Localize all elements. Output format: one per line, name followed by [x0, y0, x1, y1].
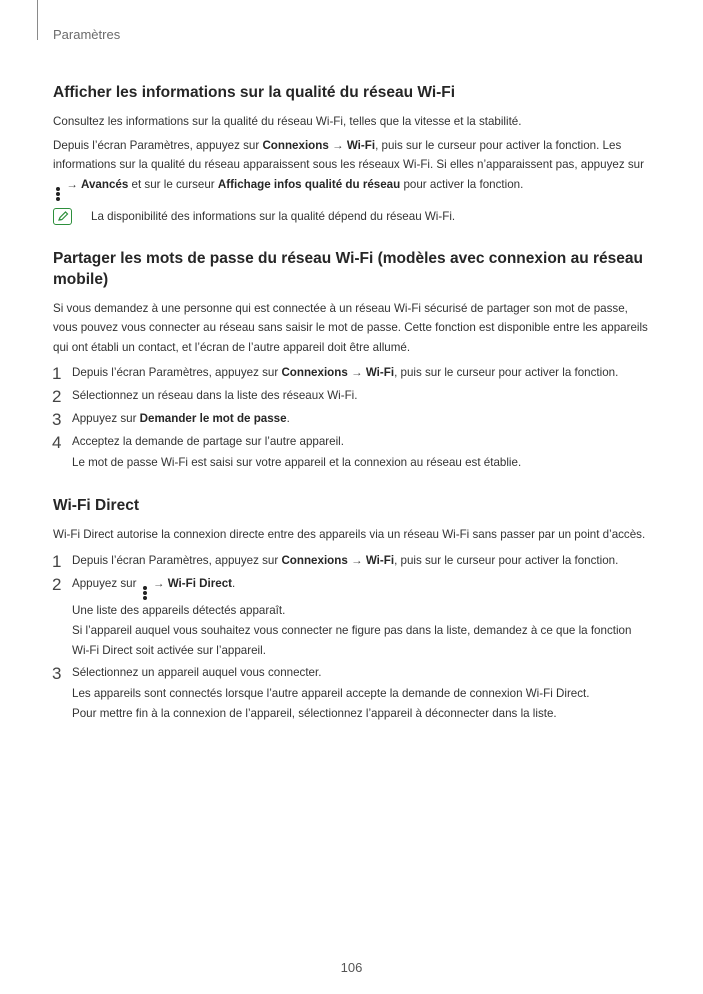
section-wifi-direct [53, 495, 648, 725]
paragraph: Si vous demandez à une personne qui est connectée à un réseau Wi-Fi sécurisé de partager son mot de passe, vous pouvez vous connecter au réseau sans saisir le mot de passe. Cette fonction est disponible entre les appareils qui ont établi un contact, et l’écran de l’autre appareil doit être allumé. [53, 301, 648, 354]
step-detail: Si l’appareil auquel vous souhaitez vous connecter ne figure pas dans la liste, demandez à ce que la fonction Wi-Fi Direct soit activée sur l’appareil. [72, 624, 632, 657]
section-share-password [53, 248, 648, 474]
step-text: Depuis l’écran Paramètres, appuyez sur Connexions → Wi-Fi, puis sur le curseur pour activer la fonction. [72, 553, 619, 567]
step [53, 386, 648, 407]
step [53, 363, 648, 384]
page-number: 106 [340, 960, 363, 975]
note-pencil-icon [53, 208, 72, 225]
more-options-icon [56, 187, 60, 201]
section-title: Afficher les informations sur la qualité du réseau Wi-Fi [53, 84, 456, 101]
step-detail: Les appareils sont connectés lorsque l’autre appareil accepte la demande de connexion Wi-Fi Direct. [72, 686, 590, 700]
step-detail: Pour mettre fin à la connexion de l’appareil, sélectionnez l’appareil à déconnecter dans la liste. [72, 707, 557, 720]
step-text: Depuis l’écran Paramètres, appuyez sur Connexions → Wi-Fi, puis sur le curseur pour activer la fonction. [72, 366, 619, 379]
step-text: Appuyez sur → Wi-Fi Direct. [72, 574, 648, 600]
step [53, 663, 648, 725]
step-detail: Le mot de passe Wi-Fi est saisi sur votre appareil et la connexion au réseau est établie. [72, 455, 522, 469]
step-number: 2 [52, 574, 62, 594]
step [53, 432, 648, 473]
step [53, 574, 648, 662]
steps-list [53, 363, 648, 473]
paragraph: Depuis l’écran Paramètres, appuyez sur Connexions → Wi-Fi, puis sur le curseur pour activer la fonction. Les informations sur la qualité du réseau apparaissent sous les réseaux Wi-Fi. Si elles n’apparaissent pas, appuyez sur → Avancés et sur le curseur Affichage infos qualité du réseau pour activer la fonction. [53, 136, 648, 201]
step-text: Acceptez la demande de partage sur l’autre appareil. [72, 435, 344, 448]
step-number: 3 [52, 410, 62, 429]
header-rule [37, 0, 38, 40]
step [53, 409, 648, 430]
step-number: 2 [52, 387, 62, 406]
page-header-title: Paramètres [53, 27, 121, 42]
step-number: 1 [52, 551, 62, 571]
step-number: 1 [52, 364, 62, 383]
step [53, 551, 648, 572]
paragraph: Consultez les informations sur la qualité du réseau Wi-Fi, telles que la vitesse et la stabilité. [53, 115, 522, 128]
step-text: Sélectionnez un réseau dans la liste des réseaux Wi-Fi. [72, 389, 358, 402]
step-text: Sélectionnez un appareil auquel vous connecter. [72, 666, 322, 679]
section-wifi-quality [53, 82, 648, 226]
page-content [53, 82, 648, 747]
note [53, 207, 648, 226]
step-text: Appuyez sur Demander le mot de passe. [72, 412, 290, 425]
step-number: 4 [52, 433, 62, 452]
note-text: La disponibilité des informations sur la qualité dépend du réseau Wi-Fi. [91, 209, 456, 223]
paragraph: Wi-Fi Direct autorise la connexion directe entre des appareils via un réseau Wi-Fi sans passer par un point d’accès. [53, 528, 646, 541]
section-title: Partager les mots de passe du réseau Wi-Fi (modèles avec connexion au réseau mobile) [53, 249, 643, 288]
more-options-icon [143, 586, 147, 600]
steps-list [53, 551, 648, 725]
step-number: 3 [52, 664, 62, 683]
step-detail: Une liste des appareils détectés apparaît. [72, 603, 286, 617]
section-title: Wi-Fi Direct [53, 497, 139, 514]
